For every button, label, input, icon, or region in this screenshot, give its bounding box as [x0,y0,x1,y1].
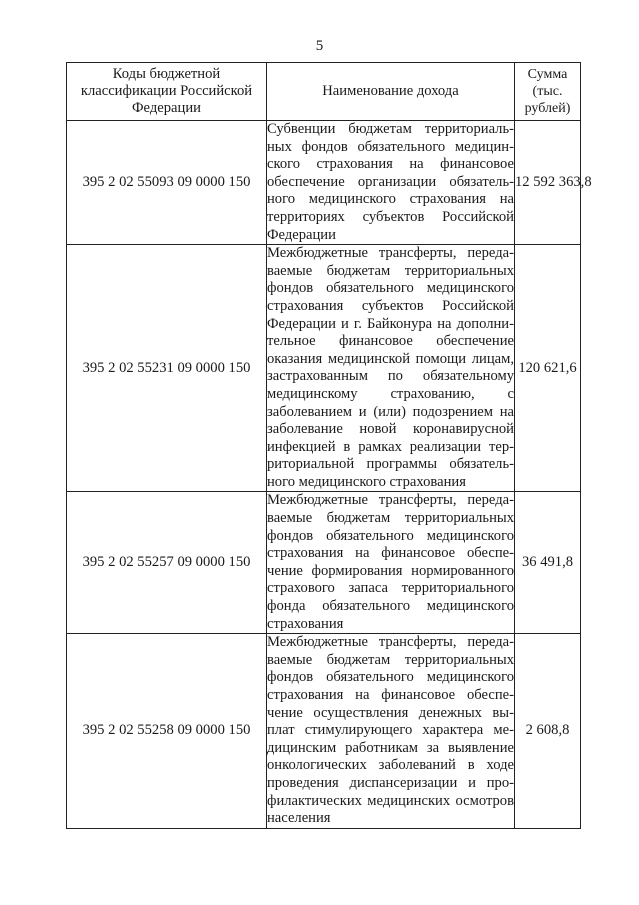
revenue-table [66,62,592,829]
header-sum [515,63,581,121]
budget-code-cell: 395 2 02 55257 09 0000 150 [67,492,267,634]
table-row [67,121,581,245]
revenue-name-cell: Межбюджетные трансферты, передаваемые бюджетам территориальных фондов обязательного медицинского страхования субъектов Российской Федерации и г. Байконура на дополнительное финансовое обеспечение оказания медицинской помощи лицам, застрахованным по обязательному медицинскому страхованию, с заболеванием и (или) подозрением на заболевание новой коронавирусной инфекцией в рамках реализации территориальной программы обязательного медицинского страхования [267,245,515,492]
budget-code-cell: 395 2 02 55231 09 0000 150 [67,245,267,492]
header-sum-unit: (тыс. рублей) [524,84,571,116]
table-header-row [67,63,581,121]
page-number: 5 [315,38,324,54]
budget-code-cell: 395 2 02 55258 09 0000 150 [67,634,267,829]
revenue-name-cell: Межбюджетные трансферты, передаваемые бюджетам территориальных фондов обязательного медицинского страхования на финансовое обеспечение формирования нормированного страхового запаса территориального фонда обязательного медицинского страхования [267,492,515,634]
amount-cell: 2 608,8 [515,634,581,829]
budget-code-cell: 395 2 02 55093 09 0000 150 [67,121,267,245]
table-row [67,492,581,634]
amount-cell: 12 592 363,8 [515,121,581,245]
header-name: Наименование дохода [267,63,515,121]
table-row [67,245,581,492]
header-code: Коды бюджетной классификации Российской Федерации [67,63,267,121]
amount-cell: 36 491,8 [515,492,581,634]
revenue-name-cell: Субвенции бюджетам территориальных фондов обязательного медицинского страхования на финансовое обеспечение организации обязательного медицинского страхования на территориях субъектов Российской Федерации [267,121,515,245]
revenue-name-cell: Межбюджетные трансферты, передаваемые бюджетам территориальных фондов обязательного медицинского страхования на финансовое обеспечение осуществления денежных выплат стимулирующего характера медицинским работникам за выявление онкологических заболеваний в ходе проведения диспансеризации и профилактических медицинских осмотров населения [267,634,515,829]
amount-cell: 120 621,6 [515,245,581,492]
header-sum-title: Сумма [527,67,568,82]
table-row [67,634,581,829]
